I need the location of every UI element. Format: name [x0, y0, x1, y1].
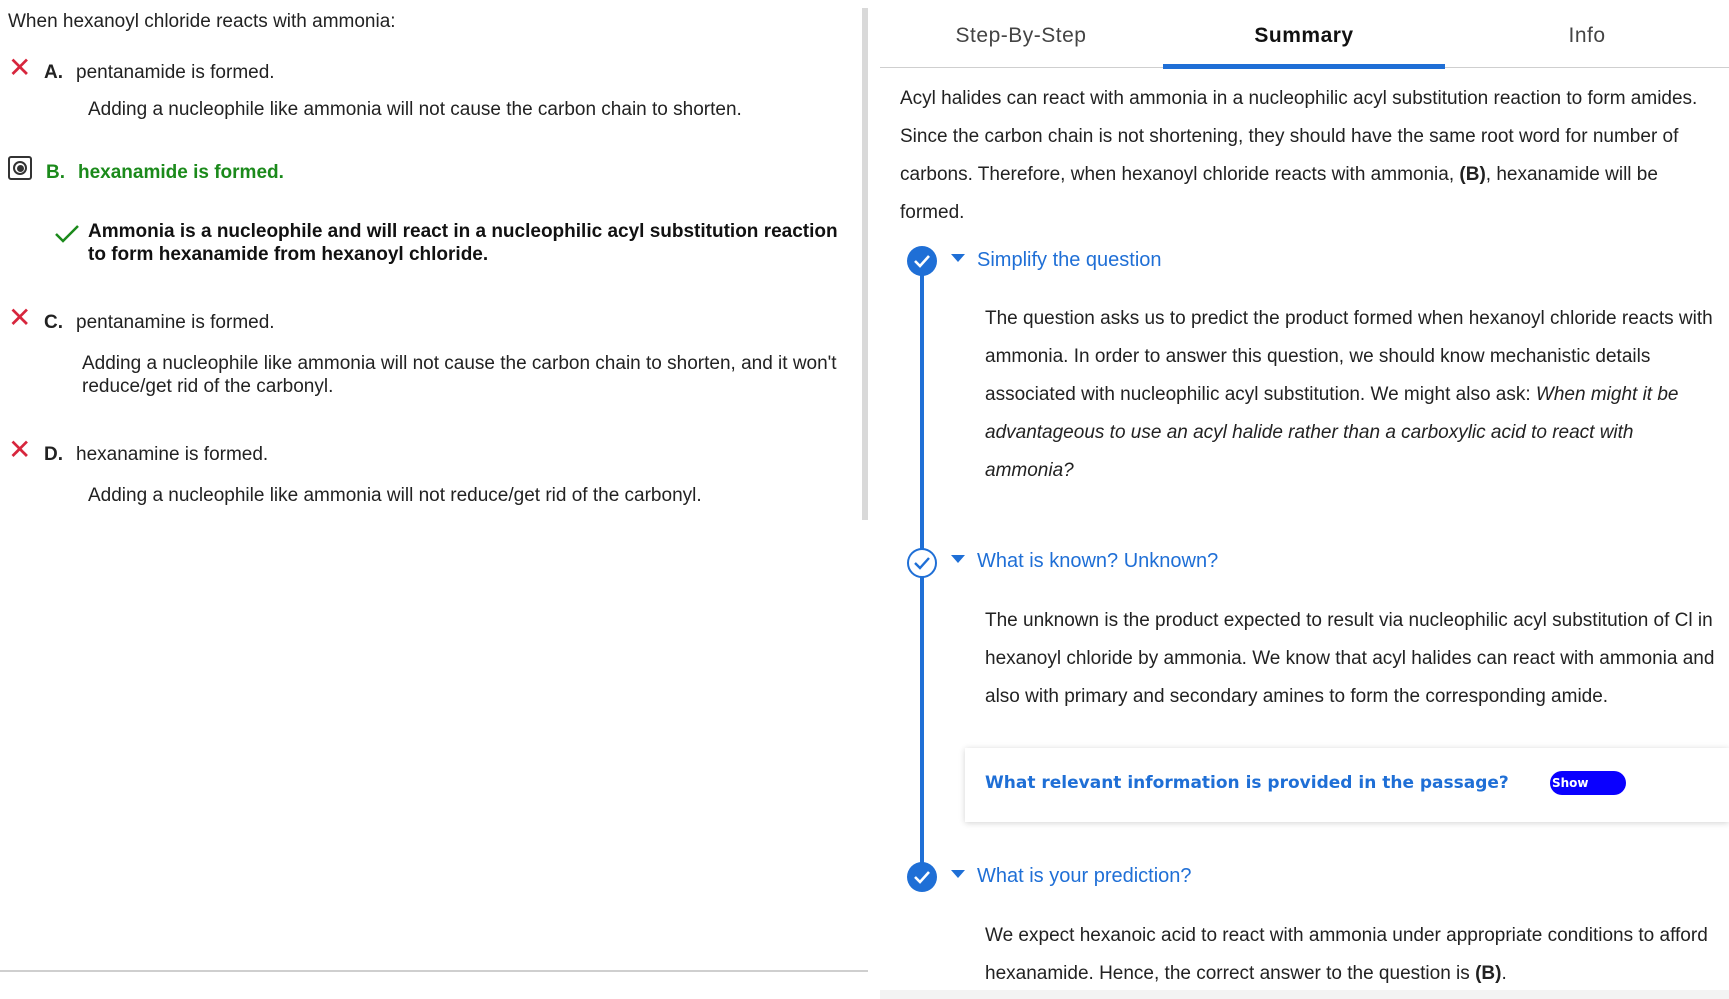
- option-letter: B.: [46, 162, 65, 183]
- step-title-known-unknown[interactable]: What is known? Unknown?: [977, 550, 1219, 572]
- summary-intro: Acyl halides can react with ammonia in a nucleophilic acyl substitution reaction to form amides. Since the carbon chain is not shortening, they should have the same root word for number of carbons. Therefore, when hexanoyl chloride reacts with ammonia,: [900, 88, 1698, 185]
- passage-question-card: [965, 748, 1729, 822]
- caret-down-icon[interactable]: [951, 254, 965, 262]
- tab-bar: [880, 8, 1729, 68]
- selected-radio-icon[interactable]: [8, 156, 32, 180]
- step-body-text: The question asks us to predict the product formed when hexanoyl chloride reacts with ammonia. In order to answer this question, we should know mechanistic details associated with nucleophilic acyl substitution. We might also ask:: [985, 308, 1713, 405]
- step-body: [985, 300, 1725, 490]
- option-letter: A.: [44, 62, 63, 83]
- option-text: pentanamide is formed.: [76, 62, 275, 83]
- option-text: hexanamide is formed.: [78, 162, 284, 183]
- step-body: The unknown is the product expected to result via nucleophilic acyl substitution of Cl in hexanoyl chloride by ammonia. We know that acyl halides can react with ammonia and also with primary and secondary amines to form the corresponding amide.: [985, 610, 1715, 707]
- explanation-panel: [880, 0, 1729, 999]
- tab-step-by-step[interactable]: Step-By-Step: [955, 24, 1087, 47]
- incorrect-x-icon: ✕: [8, 52, 32, 83]
- show-toggle-button[interactable]: Show: [1550, 771, 1626, 795]
- step-body-end: .: [1501, 963, 1507, 984]
- step-complete-check-icon: [907, 862, 937, 892]
- option-text: hexanamine is formed.: [76, 444, 269, 465]
- summary-text: [900, 80, 1725, 232]
- option-letter: D.: [44, 444, 63, 465]
- scrollbar[interactable]: [862, 8, 868, 520]
- passage-question: What relevant information is provided in the passage?: [985, 773, 1509, 793]
- caret-down-icon[interactable]: [951, 555, 965, 563]
- panel-bottom-bar: [880, 990, 1729, 999]
- correct-check-icon: [54, 224, 80, 244]
- step-body-italic: When might it be advantageous to use an acyl halide rather than a carboxylic acid to react with ammonia?: [985, 384, 1679, 481]
- step-title-simplify[interactable]: Simplify the question: [977, 249, 1162, 271]
- incorrect-x-icon: ✕: [8, 302, 32, 333]
- option-text: pentanamine is formed.: [76, 312, 275, 333]
- step-answer: (B): [1475, 963, 1502, 984]
- option-explanation: Adding a nucleophile like ammonia will not cause the carbon chain to shorten.: [88, 99, 742, 120]
- option-explanation: Adding a nucleophile like ammonia will not reduce/get rid of the carbonyl.: [88, 485, 702, 506]
- caret-down-icon[interactable]: [951, 870, 965, 878]
- summary-intro-end: , hexanamide will be formed.: [900, 164, 1658, 223]
- tab-summary[interactable]: Summary: [1254, 24, 1354, 47]
- divider: [0, 970, 868, 972]
- step-body-text: We expect hexanoic acid to react with ammonia under appropriate conditions to afford hexanamide. Hence, the correct answer to the question is: [985, 925, 1708, 984]
- question-panel: [0, 0, 864, 999]
- step-complete-check-icon: [907, 246, 937, 276]
- step-title-prediction[interactable]: What is your prediction?: [977, 865, 1192, 887]
- option-explanation: Ammonia is a nucleophile and will react in a nucleophilic acyl substitution reaction to form hexanamide from hexanoyl chloride.: [88, 221, 838, 265]
- active-tab-indicator: [1163, 64, 1445, 69]
- step-body: [985, 917, 1725, 993]
- incorrect-x-icon: ✕: [8, 434, 32, 465]
- option-letter: C.: [44, 312, 63, 333]
- tab-info[interactable]: Info: [1568, 24, 1606, 47]
- summary-answer: (B): [1459, 164, 1486, 185]
- step-check-outline-icon: [907, 548, 937, 578]
- option-explanation: Adding a nucleophile like ammonia will not cause the carbon chain to shorten, and it won't reduce/get rid of the carbonyl.: [82, 353, 837, 397]
- question-stem: When hexanoyl chloride reacts with ammonia:: [8, 11, 396, 32]
